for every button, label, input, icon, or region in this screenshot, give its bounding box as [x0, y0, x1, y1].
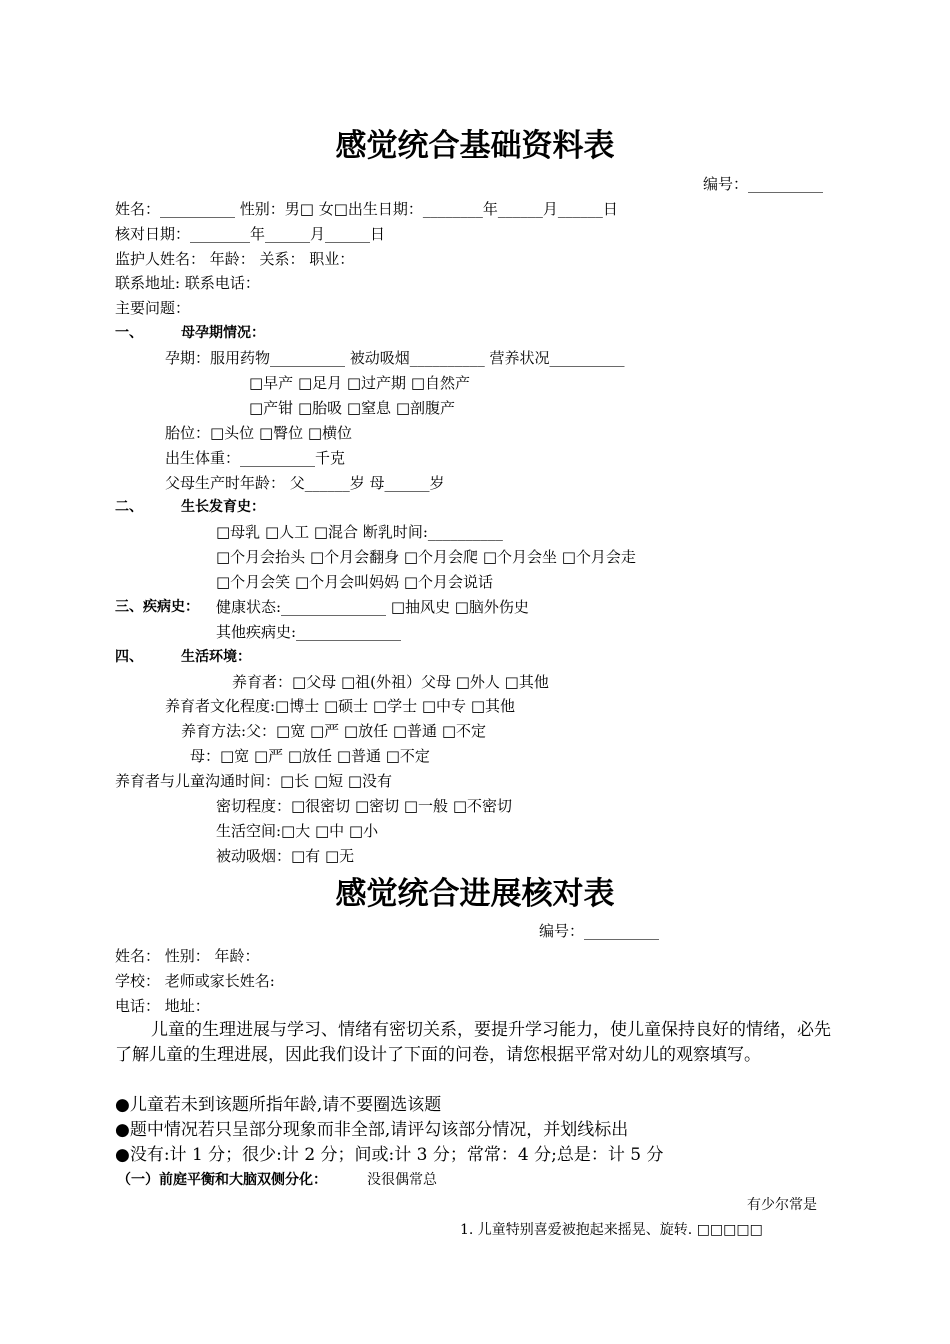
communication-time-line: 养育者与儿童沟通时间：□长 □短 □没有: [115, 772, 393, 790]
form1-address-line: 联系地址: 联系电话：: [115, 274, 260, 292]
section2-title: 生长发育史：: [181, 499, 265, 515]
parenting-father-line: 养育方法:父：□宽 □严 □放任 □普通 □不定: [181, 722, 486, 740]
scale-header-row1: 没很偶常总: [367, 1172, 437, 1188]
form1-number: 编号：__________: [703, 175, 824, 193]
form1-name-line: 姓名：__________ 性别：男□ 女□出生日期：________年______月______日: [115, 200, 618, 218]
health-status-line: 健康状态:______________ □抽风史 □脑外伤史: [216, 598, 529, 616]
section3-label: 三、疾病史：: [115, 599, 199, 615]
form1-guardian-line: 监护人姓名： 年龄： 关系： 职业：: [115, 250, 355, 268]
parents-age-line: 父母生产时年龄： 父______岁 母______岁: [165, 474, 445, 492]
scale-header-row2: 有少尔常是: [747, 1197, 817, 1213]
form1-main-problem: 主要问题：: [115, 299, 191, 317]
form2-phone-line: 电话： 地址：: [115, 997, 210, 1015]
caregiver-line: 养育者：□父母 □祖(外祖）父母 □外人 □其他: [232, 673, 549, 691]
section4-title: 生活环境：: [181, 649, 251, 665]
other-disease-line: 其他疾病史:______________: [216, 623, 402, 641]
instruction-bullet-2: ●题中情况若只呈部分现象而非全部,请评勾该部分情况，并划线标出: [115, 1120, 629, 1140]
section2-number: 二、: [115, 499, 143, 515]
birth-type-line-1: □早产 □足月 □过产期 □自然产: [249, 374, 470, 392]
instruction-bullet-1: ●儿童若未到该题所指年龄,请不要圈选该题: [115, 1095, 442, 1115]
pregnancy-line: 孕期：服用药物__________ 被动吸烟__________ 营养状况__________: [165, 349, 625, 367]
form1-title: 感觉统合基础资料表: [335, 128, 615, 164]
form2-number: 编号：__________: [539, 922, 660, 940]
section-vestibular-title: （一）前庭平衡和大脑双侧分化：: [117, 1172, 327, 1188]
living-space-line: 生活空间:□大 □中 □小: [216, 822, 379, 840]
scoring-bullet: ●没有:计 1 分；很少:计 2 分；间或:计 3 分；常常：4 分;总是：计 5 分: [115, 1145, 664, 1165]
caregiver-education-line: 养育者文化程度:□博士 □硕士 □学士 □中专 □其他: [165, 697, 515, 715]
parenting-mother-line: 母：□宽 □严 □放任 □普通 □不定: [190, 747, 430, 765]
birth-weight-line: 出生体重：__________千克: [165, 449, 346, 467]
section1-title: 母孕期情况：: [181, 325, 265, 341]
section1-number: 一、: [115, 325, 143, 341]
milestones-line-2: □个月会笑 □个月会叫妈妈 □个月会说话: [216, 573, 494, 591]
birth-type-line-2: □产钳 □胎吸 □窒息 □剖腹产: [249, 399, 455, 417]
intro-paragraph: 儿童的生理进展与学习、情绪有密切关系，要提升学习能力，使儿童保持良好的情绪，必先了解儿童的生理进展，因此我们设计了下面的问卷，请您根据平常对幼儿的观察填写。: [115, 1020, 831, 1065]
question-item-1: 1. 儿童特别喜爱被抱起来摇晃、旋转. □□□□□: [460, 1222, 763, 1238]
passive-smoking-line: 被动吸烟：□有 □无: [216, 847, 355, 865]
section4-number: 四、: [115, 649, 143, 665]
form2-title: 感觉统合进展核对表: [335, 876, 615, 912]
feeding-line: □母乳 □人工 □混合 断乳时间:__________: [216, 523, 503, 541]
closeness-line: 密切程度：□很密切 □密切 □一般 □不密切: [216, 797, 512, 815]
form2-name-line: 姓名： 性别： 年龄：: [115, 947, 260, 965]
form1-check-date-line: 核对日期：________年______月______日: [115, 225, 386, 243]
form2-school-line: 学校： 老师或家长姓名:: [115, 972, 275, 990]
fetal-position-line: 胎位：□头位 □臀位 □横位: [165, 424, 353, 442]
milestones-line-1: □个月会抬头 □个月会翻身 □个月会爬 □个月会坐 □个月会走: [216, 548, 636, 566]
